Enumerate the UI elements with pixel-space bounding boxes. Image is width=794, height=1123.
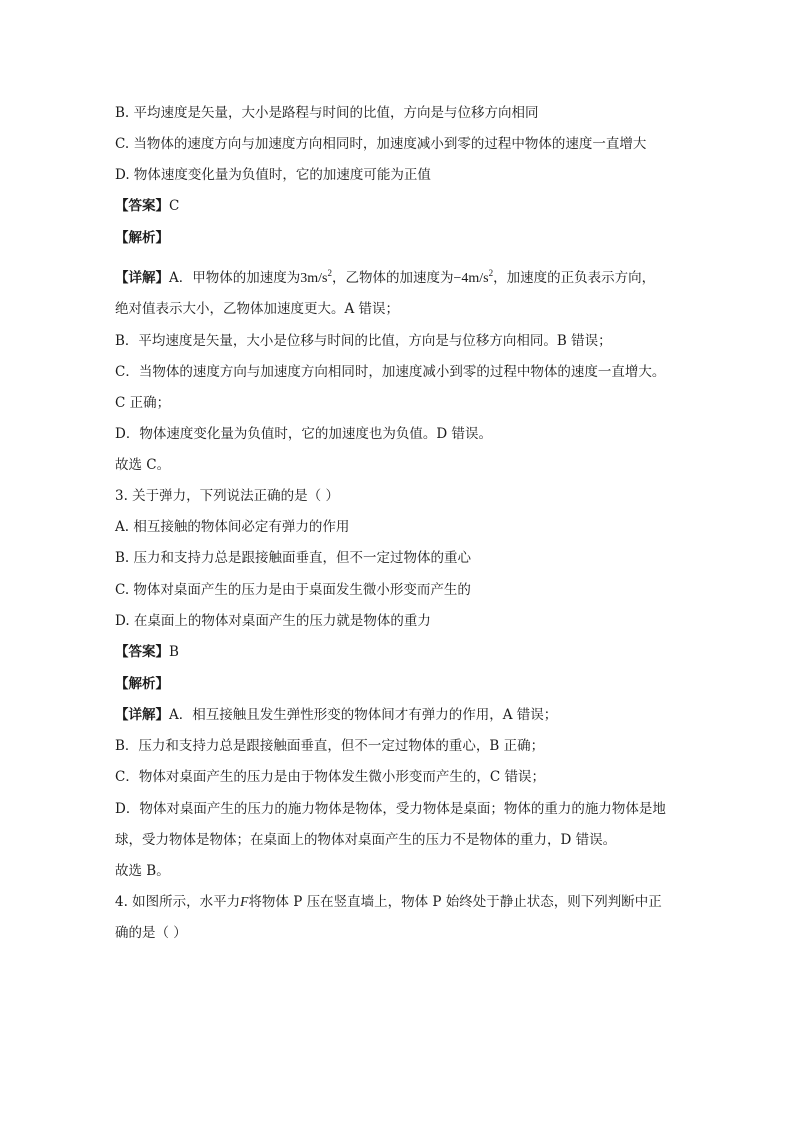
q4-stem-cont: 确的是（ ） xyxy=(115,925,187,941)
q2-answer xyxy=(115,196,179,216)
q3-conclusion: 故选 B。 xyxy=(115,863,170,879)
q3-option-a: A. 相互接触的物体间必定有弹力的作用 xyxy=(115,519,350,535)
q2-option-b: B. 平均速度是矢量，大小是路程与时间的比值，方向是与位移方向相同 xyxy=(115,105,539,121)
q2-detail-a-cont: 绝对值表示大小，乙物体加速度更大。A 错误； xyxy=(115,301,400,317)
acceleration-value-1: $3m/s^2$ xyxy=(300,268,332,286)
q3-detail-b: B．压力和支持力总是跟接触面垂直，但不一定过物体的重心，B 正确； xyxy=(115,738,545,754)
q2-conclusion: 故选 C。 xyxy=(115,457,171,473)
q2-analysis-label: 【解析】 xyxy=(115,230,169,246)
q3-detail-d: D．物体对桌面产生的压力的施力物体是物体，受力物体是桌面；物体的重力的施力物体是地 xyxy=(115,801,666,817)
detail-label: 【详解】 xyxy=(115,707,169,723)
q4-stem: 4. 如图所示，水平力F将物体 P 压在竖直墙上，物体 P 始终处于静止状态，则下列判断中正 xyxy=(115,894,662,910)
q3-answer xyxy=(115,642,179,662)
q3-stem: 3. 关于弹力，下列说法正确的是（ ） xyxy=(115,488,339,504)
force-variable: F xyxy=(240,894,249,909)
q3-analysis-label: 【解析】 xyxy=(115,676,169,692)
q2-option-c: C. 当物体的速度方向与加速度方向相同时，加速度减小到零的过程中物体的速度一直增大 xyxy=(115,136,647,152)
acceleration-value-2: $-4m/s^2$ xyxy=(453,268,494,286)
q3-detail-c: C．物体对桌面产生的压力是由于物体发生微小形变而产生的，C 错误； xyxy=(115,769,545,785)
q3-detail-a: 【详解】A．相互接触且发生弹性形变的物体间才有弹力的作用，A 错误； xyxy=(115,707,558,723)
answer-label: 【答案】 xyxy=(115,644,169,660)
q3-detail-d-cont: 球，受力物体是物体；在桌面上的物体对桌面产生的压力不是物体的重力，D 错误。 xyxy=(115,832,617,848)
q2-detail-d: D．物体速度变化量为负值时，它的加速度也为负值。D 错误。 xyxy=(115,426,492,442)
detail-label: 【详解】 xyxy=(115,270,169,286)
q2-detail-c-cont: C 正确； xyxy=(115,395,171,411)
answer-value: B xyxy=(169,644,179,660)
answer-value: C xyxy=(169,198,180,214)
answer-label: 【答案】 xyxy=(115,198,169,214)
q3-option-b: B. 压力和支持力总是跟接触面垂直，但不一定过物体的重心 xyxy=(115,550,472,566)
q2-detail-b: B．平均速度是矢量，大小是位移与时间的比值，方向是与位移方向相同。B 错误； xyxy=(115,333,612,349)
q2-option-d: D. 物体速度变化量为负值时，它的加速度可能为正值 xyxy=(115,167,431,183)
q3-option-c: C. 物体对桌面产生的压力是由于桌面发生微小形变而产生的 xyxy=(115,582,471,598)
q3-option-d: D. 在桌面上的物体对桌面产生的压力就是物体的重力 xyxy=(115,613,431,629)
q2-detail-a: 【详解】A．甲物体的加速度为$3m/s^2$，乙物体的加速度为$-4m/s^2$，加速度的正负表示方向， xyxy=(115,268,656,286)
q2-detail-c: C．当物体的速度方向与加速度方向相同时，加速度减小到零的过程中物体的速度一直增大。 xyxy=(115,364,666,380)
